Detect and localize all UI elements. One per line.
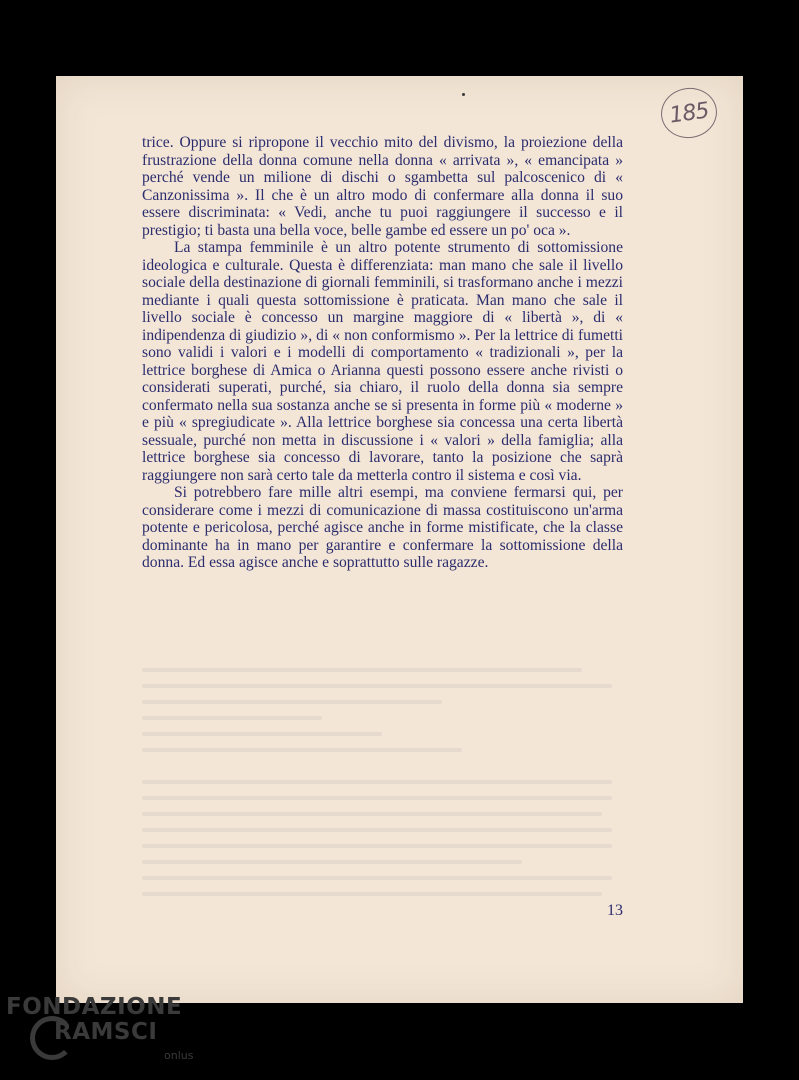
fondazione-gramsci-watermark — [6, 994, 206, 1074]
body-text — [142, 134, 623, 572]
watermark-line-1: FONDAZIONE — [6, 994, 183, 1020]
watermark-suffix: onlus — [164, 1049, 194, 1062]
show-through-text — [142, 668, 642, 898]
document-page — [56, 76, 743, 1003]
watermark-line-2: RAMSCI — [54, 1019, 158, 1045]
ink-dot — [462, 93, 465, 96]
archive-page-number-stamp — [658, 84, 720, 141]
page-number: 13 — [607, 902, 623, 919]
paragraph-1: trice. Oppure si ripropone il vecchio mito del divismo, la proiezione della frustrazione della donna comune nella donna « arrivata », « emancipata » perché vende un milione di dischi o sgambetta sul palcoscenico di « Canzonissima ». Il che è un altro modo di confermare alla donna il suo essere discriminata: « Vedi, anche tu puoi raggiungere il successo e il prestigio; ti basta una bella voce, belle gambe ed essere un po' oca ». — [142, 134, 623, 239]
paragraph-3: Si potrebbero fare mille altri esempi, ma conviene fermarsi qui, per considerare come i mezzi di comunicazione di massa costituiscono un'arma potente e pericolosa, perché agisce anche in forme mistificate, che la classe dominante ha in mano per garantire e confermare la sottomissione della donna. Ed essa agisce anche e soprattutto sulle ragazze. — [142, 484, 623, 571]
paragraph-2: La stampa femminile è un altro potente strumento di sottomissione ideologica e culturale. Questa è differenziata: man mano che sale il livello sociale della destinazione di giornali femminili, si trasformano anche i mezzi mediante i quali questa sottomissione è praticata. Man mano che sale il livello sociale è concesso un margine maggiore di « libertà », di « indipendenza di giudizio », di « non conformismo ». Per la lettrice di fumetti sono validi i valori e i modelli di comportamento « tradizionali », per la lettrice borghese di Amica o Arianna questi possono essere anche rivisti o considerati superati, purché, sia chiaro, il ruolo della donna sia sempre confermato nella sua sostanza anche se si presenta in forme più « moderne » e più « spregiudicate ». Alla lettrice borghese sia concessa una certa libertà sessuale, purché non metta in discussione i « valori » della famiglia; alla lettrice borghese sia concesso di lavorare, tanto la posizione che saprà raggiungere non sarà certo tale da metterla contro il sistema e così via. — [142, 239, 623, 484]
archive-number-text: 185 — [667, 97, 711, 129]
